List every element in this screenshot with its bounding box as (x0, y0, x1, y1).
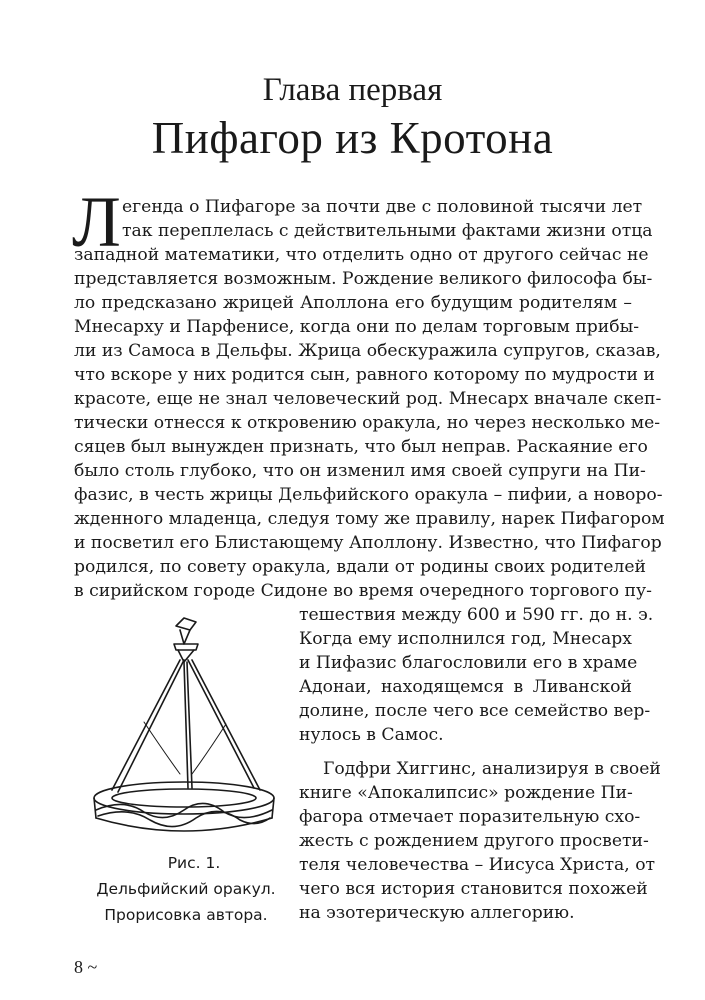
text-line: так переплелась с действительными фактами жизни отца (122, 221, 653, 241)
text-line: и посветил его Блистающему Аполлону. Известно, что Пифагор (74, 533, 662, 553)
text-line: родился, по совету оракула, вдали от родины своих родителей (74, 557, 646, 577)
text-line: егенда о Пифагоре за почти две с половиной тысячи лет (122, 197, 643, 217)
chapter-label: Глава первая (262, 72, 443, 108)
figure-caption-title: Дельфийский оракул. (96, 880, 276, 898)
text-line: и Пифазис благословили его в храме (299, 653, 638, 673)
text-line: фазис, в честь жрицы Дельфийского оракула – пифии, а новоро- (74, 485, 663, 505)
text-line: фагора отмечает поразительную схо- (299, 807, 641, 827)
figure-caption-credit: Прорисовка автора. (104, 906, 268, 924)
delphic-oracle-illustration (84, 612, 284, 844)
text-line: теля человечества – Иисуса Христа, от (299, 855, 656, 875)
text-line: тешествия между 600 и 590 гг. до н. э. (299, 605, 654, 625)
text-line: что вскоре у них родится сын, равного которому по мудрости и (74, 365, 655, 385)
text-line: в сирийском городе Сидоне во время очередного торгового пу- (74, 581, 652, 601)
text-line: представляется возможным. Рождение великого философа бы- (74, 269, 653, 289)
text-line: тически отнесся к откровению оракула, но через несколько ме- (74, 413, 661, 433)
text-line: Мнесарху и Парфенисе, когда они по делам торговым прибы- (74, 317, 640, 337)
figure-caption-number: Рис. 1. (167, 854, 221, 872)
text-line: западной математики, что отделить одно от другого сейчас не (74, 245, 649, 265)
text-line: на эзотерическую аллегорию. (299, 903, 575, 923)
text-line: книге «Апокалипсис» рождение Пи- (299, 783, 633, 803)
text-line: Когда ему исполнился год, Мнесарх (299, 629, 632, 649)
text-line: долине, после чего все семейство вер- (299, 701, 651, 721)
text-line: жденного младенца, следуя тому же правилу, нарек Пифагором (74, 509, 665, 529)
text-line: было столь глубоко, что он изменил имя своей супруги на Пи- (74, 461, 646, 481)
text-line: красоте, еще не знал человеческий род. Мнесарх вначале скеп- (74, 389, 662, 409)
text-line: Годфри Хиггинс, анализируя в своей (323, 759, 661, 779)
text-line: ло предсказано жрицей Аполлона его будущим родителям – (74, 293, 632, 313)
text-line: ли из Самоса в Дельфы. Жрица обескуражила супругов, сказав, (74, 341, 661, 361)
text-line: Адонаи, находящемся в Ливанской (299, 677, 632, 697)
drop-cap: Л (72, 182, 121, 262)
text-line: сяцев был вынужден признать, что был неправ. Раскаяние его (74, 437, 648, 457)
page-number: 8 ~ (74, 957, 98, 977)
text-line: чего вся история становится похожей (299, 879, 648, 899)
text-line: нулось в Самос. (299, 725, 444, 745)
text-line: жесть с рождением другого просвети- (299, 831, 649, 851)
chapter-title: Пифагор из Кротона (151, 113, 554, 163)
